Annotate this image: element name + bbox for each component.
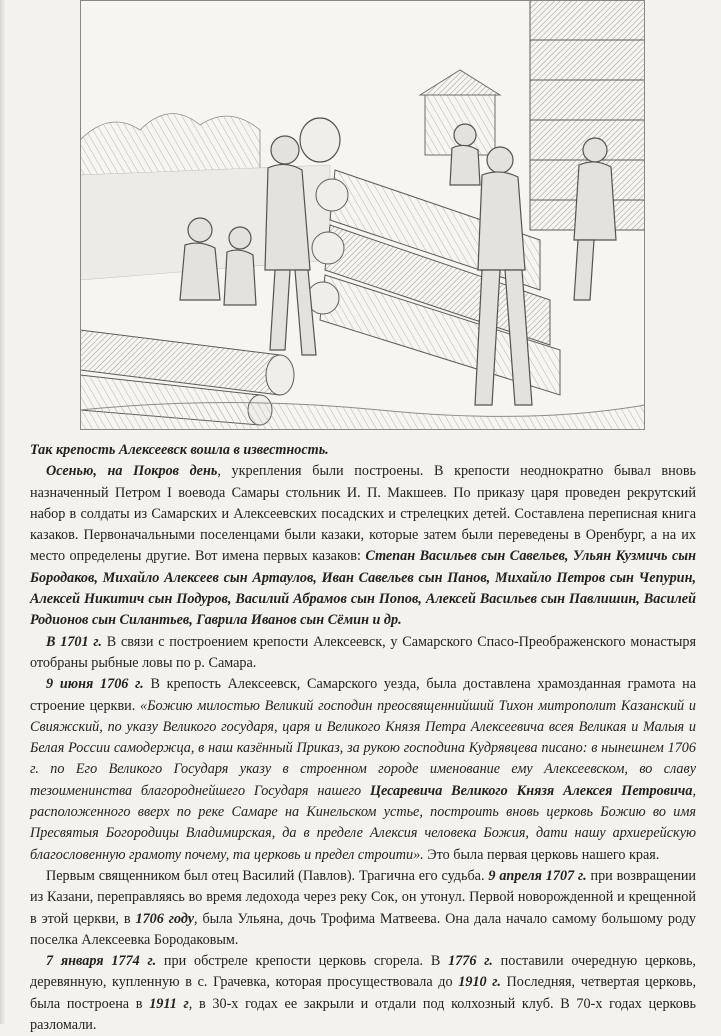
paragraph-text: при возвращении из Казани, переправляясь во время ледохода через реку Сок, он утонул. Первой новорожденной и крещенной в этой церкви, в — [30, 867, 697, 927]
paragraph-1774 — [30, 951, 696, 1036]
paragraph-text: , в 30-х годах ее закрыли и отдали под колхозный клуб. В 70-х годах церковь разломали. — [30, 995, 696, 1034]
paragraph-1706 — [30, 674, 696, 866]
paragraph-priest — [30, 866, 696, 951]
distant-trees — [80, 114, 260, 175]
paragraph-text: , укрепления были построены. В крепости неоднократно бывал вновь назначенный Петром I воевода Самары стольник И. П. Макшеев. По приказу царя проведен рекрутский набор в солдаты из Самарских и Алексеевских посадских и стрелецких детей. Составлена переписная книга казаков. Первоначальными поселенцами были казаки, которые затем были переведены в Оренбург, а на их место определены другие. Вот имена первых казаков: — [30, 463, 696, 565]
date-1707: 9 апреля 1707 г. — [488, 867, 587, 884]
paragraph-text: Последняя, четвертая церковь, была построена в — [30, 974, 696, 1012]
caption: Так крепость Алексеевск вошла в известность. — [30, 442, 329, 458]
paragraph-text: Первым священником был отец Василий (Павлов). Трагична его судьба. — [46, 867, 489, 884]
date-1706: 9 июня 1706 г. — [46, 676, 144, 693]
paragraph-text: поставили очередную церковь, деревянную, купленную в с. Грачевка, которая просуществовала до — [30, 953, 696, 991]
quote-tsarevich: Цесаревича Великого Князя Алексея Петровича — [369, 782, 693, 799]
page-edge — [0, 0, 6, 1024]
caption-paragraph — [30, 440, 696, 461]
date-1706-year: 1706 году — [135, 910, 195, 927]
paragraph-text: В связи с построением крепости Алексеевск, у Самарского Спасо-Преображенского монастыря отобраны рыбные ловы по р. Самара. — [30, 633, 697, 671]
date-1774: 7 января 1774 г. — [46, 953, 157, 970]
paragraph-text: Это была первая церковь нашего края. — [423, 846, 660, 863]
quote-charter-end: , расположенного вверх по реке Самаре на Кинельском устье, построить вновь церковь Божию во имя Пресвятыя Богородицы Владимирская, да в пределе Алексия человека Божия, дати нашу архиерейскую благословенную грамоту почему, та церковь и предел строити». — [30, 782, 696, 863]
paragraph-text: В крепость Алексеевск, Самарского уезда, была доставлена храмозданная грамота на строение церкви. — [30, 676, 696, 714]
date-1701: В 1701 г. — [46, 633, 102, 650]
paragraph-1701 — [30, 632, 696, 675]
date-1910: 1910 г. — [458, 974, 501, 991]
date-1911: 1911 г — [149, 995, 189, 1012]
historical-engraving-illustration — [80, 0, 645, 430]
cossack-names: Степан Васильев сын Савельев, Ульян Кузмичь сын Бородаков, Михайло Алексеев сын Артаулов, Иван Савельев сын Панов, Михайло Петров сын Чепурин, Алексей Никитич сын Подуров, Василий Абрамов сын Попов, Алексей Васильев сын Павлишин, Василей Родионов сын Силантьев, Гаврила Иванов сын Сёмин и др. — [30, 548, 696, 629]
paragraph-text: при обстреле крепости церковь сгорела. В — [156, 953, 449, 970]
date-1776: 1776 г. — [448, 953, 493, 970]
date-pokrov: Осенью, на Покров день — [46, 463, 218, 480]
quote-charter: «Божию милостью Великий господин преосвященнийший Тихон митрополит Казанский и Свияжский, по указу Великого государя, царя и Великого Князя Петра Алексеевича всея Великая и Малыя и Белая России самодержца, в наш казённый Приказ, за рукою господина Кудрявцева писано: в нынешнем 1706 г. по Его Великого Государя указу в строенном городе именование ему Алексеевском, во славу тезоименинства благороднейшего Государя нашего — [30, 697, 696, 799]
body-text — [30, 440, 696, 1036]
paragraph-text: , была Ульяна, дочь Трофима Матвеева. Она дала начало самому большому роду поселка Алексеевка Бородаковым. — [30, 910, 697, 948]
paragraph-fortress-built — [30, 461, 696, 631]
illustration-fortress-construction — [80, 0, 645, 430]
